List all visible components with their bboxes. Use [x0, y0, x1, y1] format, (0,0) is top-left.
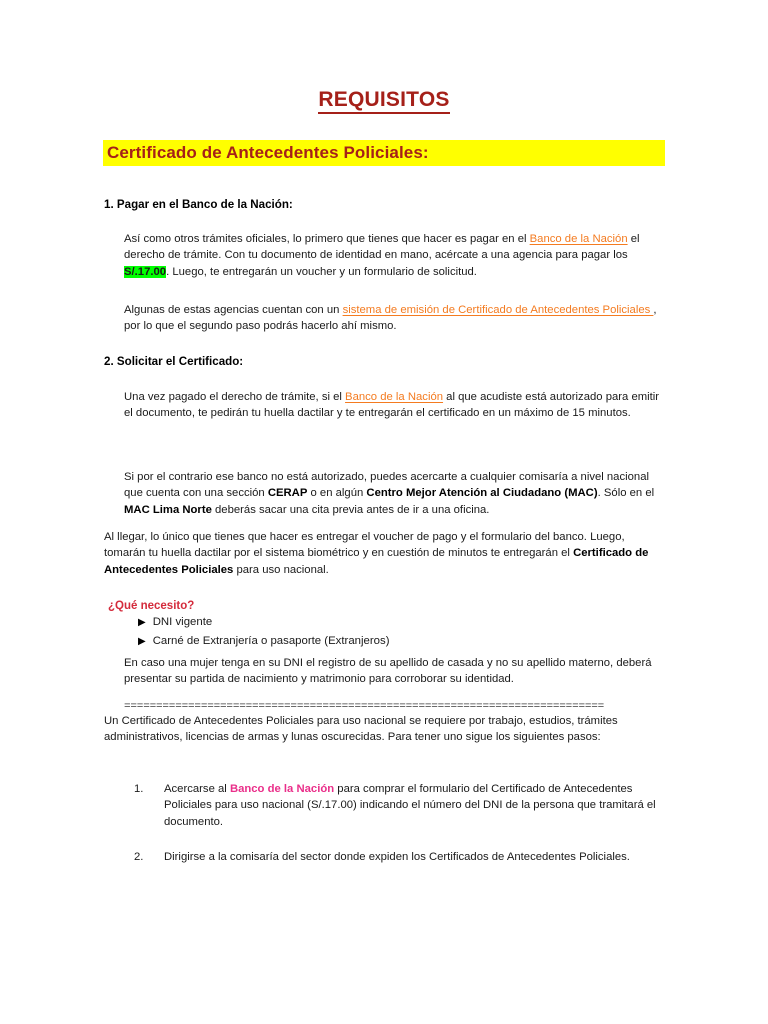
cerap-bold: CERAP — [267, 487, 308, 500]
section-1-paragraph-1 — [124, 231, 669, 280]
step-body — [164, 781, 669, 830]
s2p2-text-a: Si por el contrario ese banco no está autorizado, puedes acercarte a cualquier comisaría a nivel nacional que cuenta con una sección — [124, 471, 649, 500]
section-1-heading: 1. Pagar en el Banco de la Nación: — [104, 198, 293, 211]
s2p3-text-a: Al llegar, lo único que tienes que hacer es entregar el voucher de pago y el formulario del banco. Luego, tomarán tu huella dactilar por el sistema biométrico y en cuestión de minutos te entregarán el — [104, 531, 625, 560]
s2p1-text-a: Una vez pagado el derecho de trámite, si el — [124, 391, 346, 403]
section-2-paragraph-3 — [104, 529, 669, 578]
list-item — [134, 781, 669, 830]
requirements-heading: ¿Qué necesito? — [108, 600, 195, 612]
sistema-emision-link[interactable]: sistema de emisión de Certificado de Antecedentes Policiales — [342, 304, 654, 316]
page-title-text: REQUISITOS — [318, 88, 449, 114]
certificado-bold: Certificado de Antecedentes Policiales — [104, 547, 649, 576]
s1p1-text-a: Así como otros trámites oficiales, lo primero que tienes que hacer es pagar en el — [124, 233, 530, 245]
closing-intro: Un Certificado de Antecedentes Policiales para uso nacional se requiere por trabajo, estudios, trámites administrativos, licencias de armas y lunas oscurecidas. Para tener uno sigue los siguientes pasos: — [104, 715, 618, 744]
amount-highlight: S/.17.00 — [124, 265, 167, 278]
step-number: 1. — [134, 783, 144, 795]
s1p2-text-b: , por lo que el segundo paso podrás hacerlo ahí mismo. — [124, 304, 657, 333]
s1p1-text-b: el derecho de trámite. Con tu documento de identidad en mano, acércate a una agencia para pagar los — [124, 233, 640, 262]
list-item — [138, 613, 658, 632]
banco-de-la-nacion-link-2[interactable]: Banco de la Nación — [345, 391, 444, 403]
subtitle-highlight-bar — [103, 140, 665, 166]
section-2-paragraph-2 — [124, 469, 669, 518]
s2p3-text-b: para uso nacional. — [233, 563, 329, 576]
s1p1-text-c: . Luego, te entregarán un voucher y un formulario de solicitud. — [166, 265, 477, 278]
step-body: Dirigirse a la comisaría del sector donde expiden los Certificados de Antecedentes Policiales. — [164, 851, 630, 863]
page-title — [0, 88, 768, 112]
triangle-right-icon: ▶ — [138, 636, 146, 647]
requirement-item-1: Carné de Extranjería o pasaporte (Extranjeros) — [152, 635, 390, 647]
requirements-list — [138, 613, 658, 651]
requirement-item-0: DNI vigente — [152, 616, 213, 628]
step1-text-a: Acercarse al — [164, 783, 230, 795]
banco-de-la-nacion-highlight: Banco de la Nación — [229, 783, 335, 795]
triangle-right-icon: ▶ — [138, 617, 146, 628]
subtitle-text: Certificado de Antecedentes Policiales: — [107, 143, 429, 162]
requirements-note: En caso una mujer tenga en su DNI el registro de su apellido de casada y no su apellido materno, deberá presentar su partida de nacimiento y matrimonio para corroborar su identidad. — [124, 657, 652, 686]
section-1-paragraph-2 — [124, 302, 669, 335]
separator: =========================================================================== — [124, 702, 605, 713]
banco-de-la-nacion-link-1[interactable]: Banco de la Nación — [529, 233, 628, 245]
list-item — [134, 849, 669, 865]
s2p2-text-b: o en algún — [307, 487, 367, 500]
step-number: 2. — [134, 851, 144, 863]
step1-text-b: para comprar el formulario del Certificado de Antecedentes Policiales para uso nacional (S/.17.00) indicando el número del DNI de la persona que tramitará el documento. — [164, 783, 656, 828]
closing-step-2 — [134, 849, 669, 865]
s1p2-text-a: Algunas de estas agencias cuentan con un — [124, 304, 343, 316]
section-2-paragraph-1 — [124, 389, 669, 422]
s2p2-text-d: deberás sacar una cita previa antes de ir a una oficina. — [211, 503, 490, 516]
section-2-heading: 2. Solicitar el Certificado: — [104, 355, 244, 368]
s2p1-text-b: al que acudiste está autorizado para emitir el documento, te pedirán tu huella dactilar y te entregarán el certificado en un máximo de 15 minutos. — [124, 391, 660, 420]
closing-step-1 — [134, 781, 669, 830]
mac-bold: Centro Mejor Atención al Ciudadano (MAC) — [366, 487, 598, 500]
mac-lima-norte-bold: MAC Lima Norte — [124, 503, 212, 516]
list-item — [138, 632, 658, 651]
s2p2-text-c: . Sólo en el — [597, 487, 655, 500]
